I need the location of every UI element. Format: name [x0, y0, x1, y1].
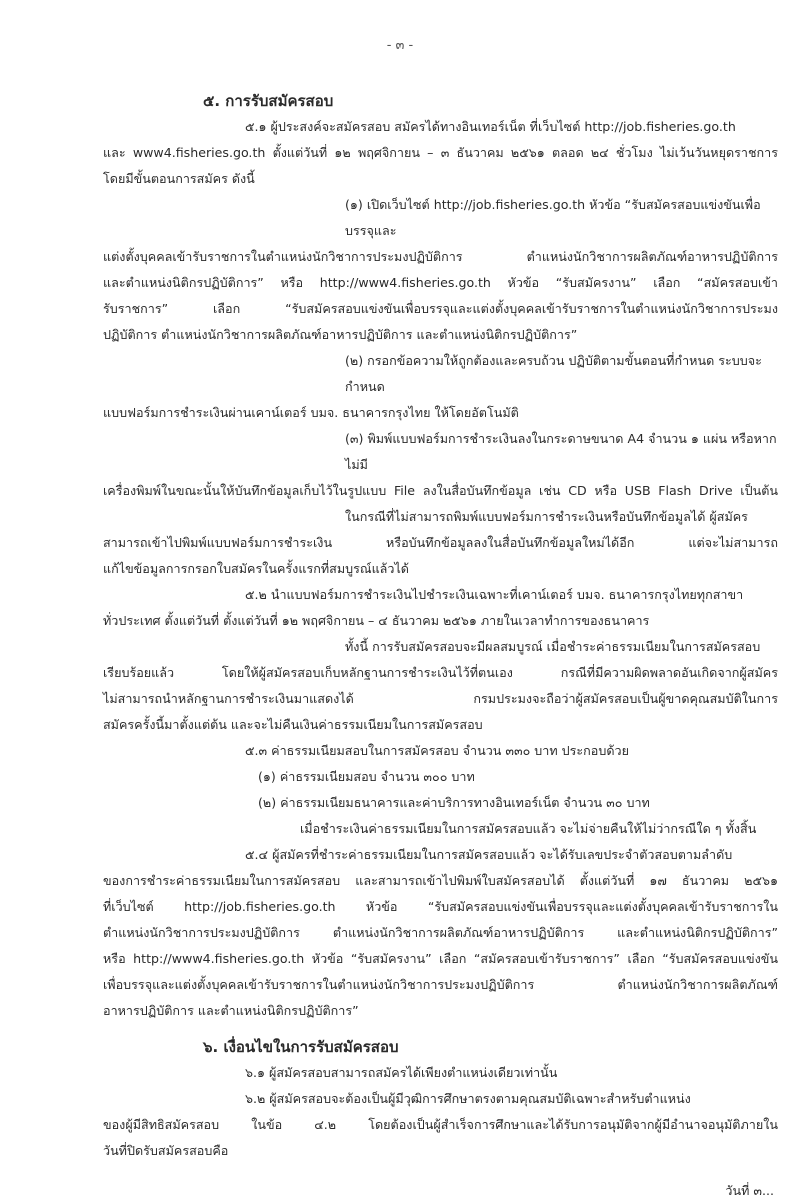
paragraph-line: ไม่สามารถนำหลักฐานการชำระเงินมาแสดงได้ กรมประมงจะถือว่าผู้สมัครสอบเป็นผู้ขาดคุณสมบัติในการ [103, 691, 778, 706]
paragraph-line: อาหารปฏิบัติการ และตำแหน่งนิติกรปฏิบัติการ” [103, 1003, 359, 1018]
section-6-heading: ๖. เงื่อนไขในการรับสมัครสอบ [203, 1038, 399, 1056]
paragraph-line: ๖.๒ ผู้สมัครสอบจะต้องเป็นผู้มีวุฒิการศึกษาตรงตามคุณสมบัติเฉพาะสำหรับตำแหน่ง [245, 1091, 691, 1106]
paragraph-line: ของการชำระค่าธรรมเนียมในการสมัครสอบ และสามารถเข้าไปพิมพ์ใบสมัครสอบได้ ตั้งแต่วันที่ ๑๗ ธันวาคม ๒๕๖๑ [103, 873, 778, 888]
paragraph-line: และตำแหน่งนิติกรปฏิบัติการ” หรือ http://www4.fisheries.go.th หัวข้อ “รับสมัครงาน” เลือก “สมัครสอบเข้า [103, 275, 778, 290]
paragraph-line: ปฏิบัติการ ตำแหน่งนักวิชาการผลิตภัณฑ์อาหารปฏิบัติการ และตำแหน่งนิติกรปฏิบัติการ” [103, 327, 578, 342]
paragraph-line: เพื่อบรรจุและแต่งตั้งบุคคลเข้ารับราชการในตำแหน่งนักวิชาการประมงปฏิบัติการ ตำแหน่งนักวิชาการผลิตภัณฑ์ [103, 977, 778, 992]
section-gap [103, 1024, 778, 1034]
paragraph-line: ที่เว็บไซต์ http://job.fisheries.go.th หัวข้อ “รับสมัครสอบแข่งขันเพื่อบรรจุและแต่งตั้งบุคคลเข้ารับราชการใน [103, 899, 778, 914]
paragraph-line: ทั้งนี้ การรับสมัครสอบจะมีผลสมบูรณ์ เมื่อชำระค่าธรรมเนียมในการสมัครสอบ [345, 639, 761, 654]
paragraph-line: ๖.๑ ผู้สมัครสอบสามารถสมัครได้เพียงตำแหน่งเดียวเท่านั้น [245, 1065, 558, 1080]
paragraph-line: ในกรณีที่ไม่สามารถพิมพ์แบบฟอร์มการชำระเงินหรือบันทึกข้อมูลได้ ผู้สมัคร [345, 509, 748, 524]
paragraph-line: ทั่วประเทศ ตั้งแต่วันที่ ตั้งแต่วันที่ ๑๒ พฤศจิกายน – ๔ ธันวาคม ๒๕๖๑ ภายในเวลาทำการของธนาคาร [103, 613, 650, 628]
document-body [103, 88, 778, 1204]
paragraph-line: เมื่อชำระเงินค่าธรรมเนียมในการสมัครสอบแล้ว จะไม่จ่ายคืนให้ไม่ว่ากรณีใด ๆ ทั้งสิ้น [300, 821, 757, 836]
paragraph-line: หรือ http://www4.fisheries.go.th หัวข้อ “รับสมัครงาน” เลือก “สมัครสอบเข้ารับราชการ” เลือก “รับสมัครสอบแข่งขัน [103, 951, 778, 966]
paragraph-line: แก้ไขข้อมูลการกรอกใบสมัครในครั้งแรกที่สมบูรณ์แล้วได้ [103, 561, 409, 576]
paragraph-line: ๕.๒ นำแบบฟอร์มการชำระเงินไปชำระเงินเฉพาะที่เคาน์เตอร์ บมจ. ธนาคารกรุงไทยทุกสาขา [245, 587, 744, 602]
paragraph-line: สามารถเข้าไปพิมพ์แบบฟอร์มการชำระเงิน หรือบันทึกข้อมูลลงในสื่อบันทึกข้อมูลใหม่ได้อีก แต่จะไม่สามารถ [103, 535, 778, 550]
paragraph-line: รับราชการ” เลือก “รับสมัครสอบแข่งขันเพื่อบรรจุและแต่งตั้งบุคคลเข้ารับราชการในตำแหน่งนักวิชาการประมง [103, 301, 778, 316]
paragraph-line: (๒) ค่าธรรมเนียมธนาคารและค่าบริการทางอินเทอร์เน็ต จำนวน ๓๐ บาท [258, 795, 650, 810]
paragraph-line: ๕.๔ ผู้สมัครที่ชำระค่าธรรมเนียมในการสมัครสอบแล้ว จะได้รับเลขประจำตัวสอบตามลำดับ [245, 847, 733, 862]
paragraph-line: (๒) กรอกข้อความให้ถูกต้องและครบถ้วน ปฏิบัติตามขั้นตอนที่กำหนด ระบบจะกำหนด [345, 353, 762, 394]
paragraph-line: โดยมีขั้นตอนการสมัคร ดังนี้ [103, 171, 255, 186]
paragraph-line: แบบฟอร์มการชำระเงินผ่านเคาน์เตอร์ บมจ. ธนาคารกรุงไทย ให้โดยอัตโนมัติ [103, 405, 519, 420]
paragraph-line: ตำแหน่งนักวิชาการประมงปฏิบัติการ ตำแหน่งนักวิชาการผลิตภัณฑ์อาหารปฏิบัติการ และตำแหน่งนิติกรปฏิบัติการ” [103, 925, 778, 940]
paragraph-line: (๑) ค่าธรรมเนียมสอบ จำนวน ๓๐๐ บาท [258, 769, 475, 784]
paragraph-line: (๑) เปิดเว็บไซต์ http://job.fisheries.go.th หัวข้อ “รับสมัครสอบแข่งขันเพื่อบรรจุและ [345, 197, 761, 238]
paragraph-line: เครื่องพิมพ์ในขณะนั้นให้บันทึกข้อมูลเก็บไว้ในรูปแบบ File ลงในสื่อบันทึกข้อมูล เช่น CD หรือ USB Flash Drive เป็นต้น [103, 483, 778, 498]
paragraph-line: และ www4.fisheries.go.th ตั้งแต่วันที่ ๑๒ พฤศจิกายน – ๓ ธันวาคม ๒๕๖๑ ตลอด ๒๔ ชั่วโมง ไม่เว้นวันหยุดราชการ [103, 145, 778, 160]
paragraph-line: ๕.๓ ค่าธรรมเนียมสอบในการสมัครสอบ จำนวน ๓๓๐ บาท ประกอบด้วย [245, 743, 629, 758]
continuation-marker: วันที่ ๓... [725, 1183, 774, 1198]
paragraph-line: (๓) พิมพ์แบบฟอร์มการชำระเงินลงในกระดาษขนาด A4 จำนวน ๑ แผ่น หรือหากไม่มี [345, 431, 777, 472]
page-number: - ๓ - [386, 38, 414, 53]
paragraph-line: ของผู้มีสิทธิสมัครสอบ ในข้อ ๔.๒ โดยต้องเป็นผู้สำเร็จการศึกษาและได้รับการอนุมัติจากผู้มีอำนาจอนุมัติภายใน [103, 1117, 778, 1132]
paragraph-line: เรียบร้อยแล้ว โดยให้ผู้สมัครสอบเก็บหลักฐานการชำระเงินไว้ที่ตนเอง กรณีที่มีความผิดพลาดอันเกิดจากผู้สมัคร [103, 665, 778, 680]
paragraph-line: แต่งตั้งบุคคลเข้ารับราชการในตำแหน่งนักวิชาการประมงปฏิบัติการ ตำแหน่งนักวิชาการผลิตภัณฑ์อาหารปฏิบัติการ [103, 249, 778, 264]
paragraph-line: สมัครครั้งนี้มาตั้งแต่ต้น และจะไม่คืนเงินค่าธรรมเนียมในการสมัครสอบ [103, 717, 483, 732]
paragraph-line: ๕.๑ ผู้ประสงค์จะสมัครสอบ สมัครได้ทางอินเทอร์เน็ต ที่เว็บไซต์ http://job.fisheries.go.th [245, 119, 736, 134]
section-5-heading: ๕. การรับสมัครสอบ [203, 92, 334, 110]
paragraph-line: วันที่ปิดรับสมัครสอบคือ [103, 1143, 229, 1158]
